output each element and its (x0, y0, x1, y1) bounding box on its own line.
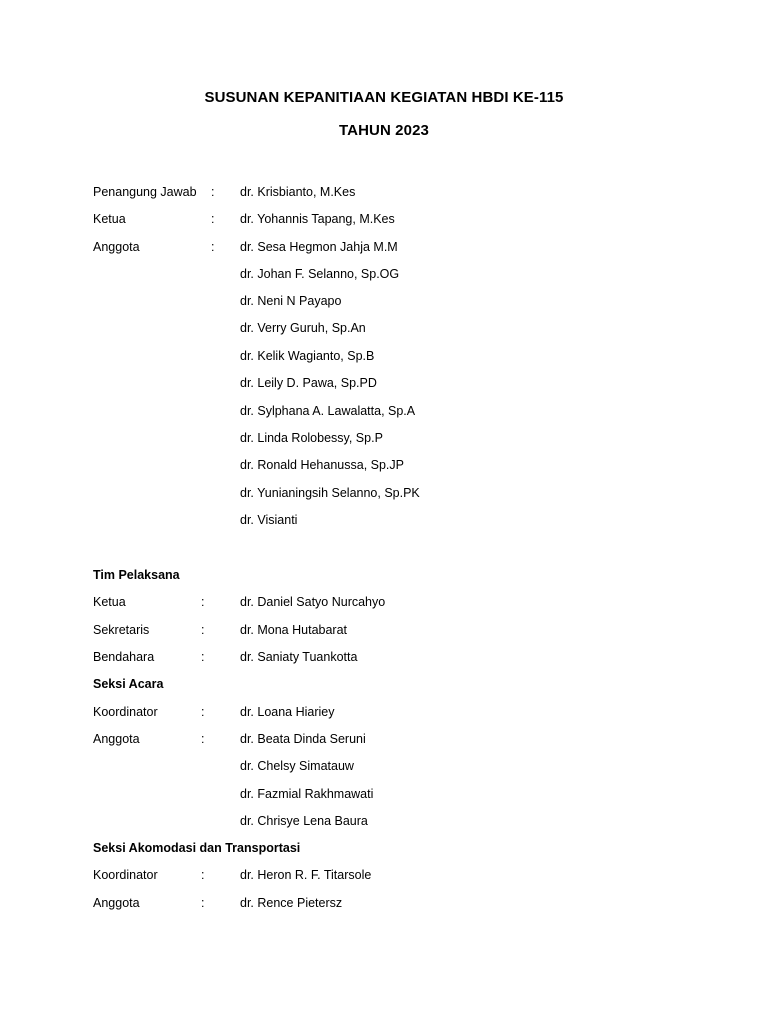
colon: : (211, 212, 215, 226)
label-bendahara: Bendahara (93, 650, 155, 664)
member-name: dr. Kelik Wagianto, Sp.B (240, 349, 375, 363)
member-name: dr. Verry Guruh, Sp.An (240, 321, 366, 335)
member-name: dr. Chelsy Simatauw (240, 759, 354, 773)
section-heading-seksi-acara: Seksi Acara (93, 677, 164, 691)
label-koordinator: Koordinator (93, 705, 158, 719)
member-name: dr. Sesa Hegmon Jahja M.M (240, 240, 398, 254)
value-bendahara: dr. Saniaty Tuankotta (240, 650, 358, 664)
label-anggota: Anggota (93, 732, 140, 746)
label-anggota: Anggota (93, 896, 140, 910)
member-name: dr. Chrisye Lena Baura (240, 814, 368, 828)
value-koordinator: dr. Heron R. F. Titarsole (240, 868, 372, 882)
document-year: TAHUN 2023 (339, 122, 429, 139)
label-sekretaris: Sekretaris (93, 623, 150, 637)
member-name: dr. Beata Dinda Seruni (240, 732, 366, 746)
colon: : (211, 185, 215, 199)
label-ketua: Ketua (93, 212, 126, 226)
label-penanggung-jawab: Penangung Jawab (93, 185, 197, 199)
value-ketua: dr. Yohannis Tapang, M.Kes (240, 212, 395, 226)
label-koordinator: Koordinator (93, 868, 158, 882)
value-sekretaris: dr. Mona Hutabarat (240, 623, 348, 637)
value-koordinator: dr. Loana Hiariey (240, 705, 335, 719)
colon: : (201, 732, 205, 746)
member-name: dr. Leily D. Pawa, Sp.PD (240, 376, 377, 390)
member-name: dr. Rence Pietersz (240, 896, 343, 910)
value-ketua: dr. Daniel Satyo Nurcahyo (240, 595, 386, 609)
member-name: dr. Fazmial Rakhmawati (240, 787, 374, 801)
member-name: dr. Linda Rolobessy, Sp.P (240, 431, 383, 445)
value-penanggung-jawab: dr. Krisbianto, M.Kes (240, 185, 356, 199)
section-heading-tim-pelaksana: Tim Pelaksana (93, 568, 180, 582)
colon: : (201, 623, 205, 637)
colon: : (201, 896, 205, 910)
label-anggota: Anggota (93, 240, 140, 254)
member-name: dr. Visianti (240, 513, 298, 527)
section-heading-seksi-akomodasi: Seksi Akomodasi dan Transportasi (93, 841, 301, 855)
colon: : (211, 240, 215, 254)
colon: : (201, 868, 205, 882)
label-ketua: Ketua (93, 595, 126, 609)
colon: : (201, 595, 205, 609)
member-name: dr. Johan F. Selanno, Sp.OG (240, 267, 400, 281)
colon: : (201, 705, 205, 719)
member-name: dr. Yunianingsih Selanno, Sp.PK (240, 486, 420, 500)
colon: : (201, 650, 205, 664)
document-title: SUSUNAN KEPANITIAAN KEGIATAN HBDI KE-115 (204, 89, 564, 106)
member-name: dr. Neni N Payapo (240, 294, 342, 308)
member-name: dr. Sylphana A. Lawalatta, Sp.A (240, 404, 416, 418)
member-name: dr. Ronald Hehanussa, Sp.JP (240, 458, 404, 472)
